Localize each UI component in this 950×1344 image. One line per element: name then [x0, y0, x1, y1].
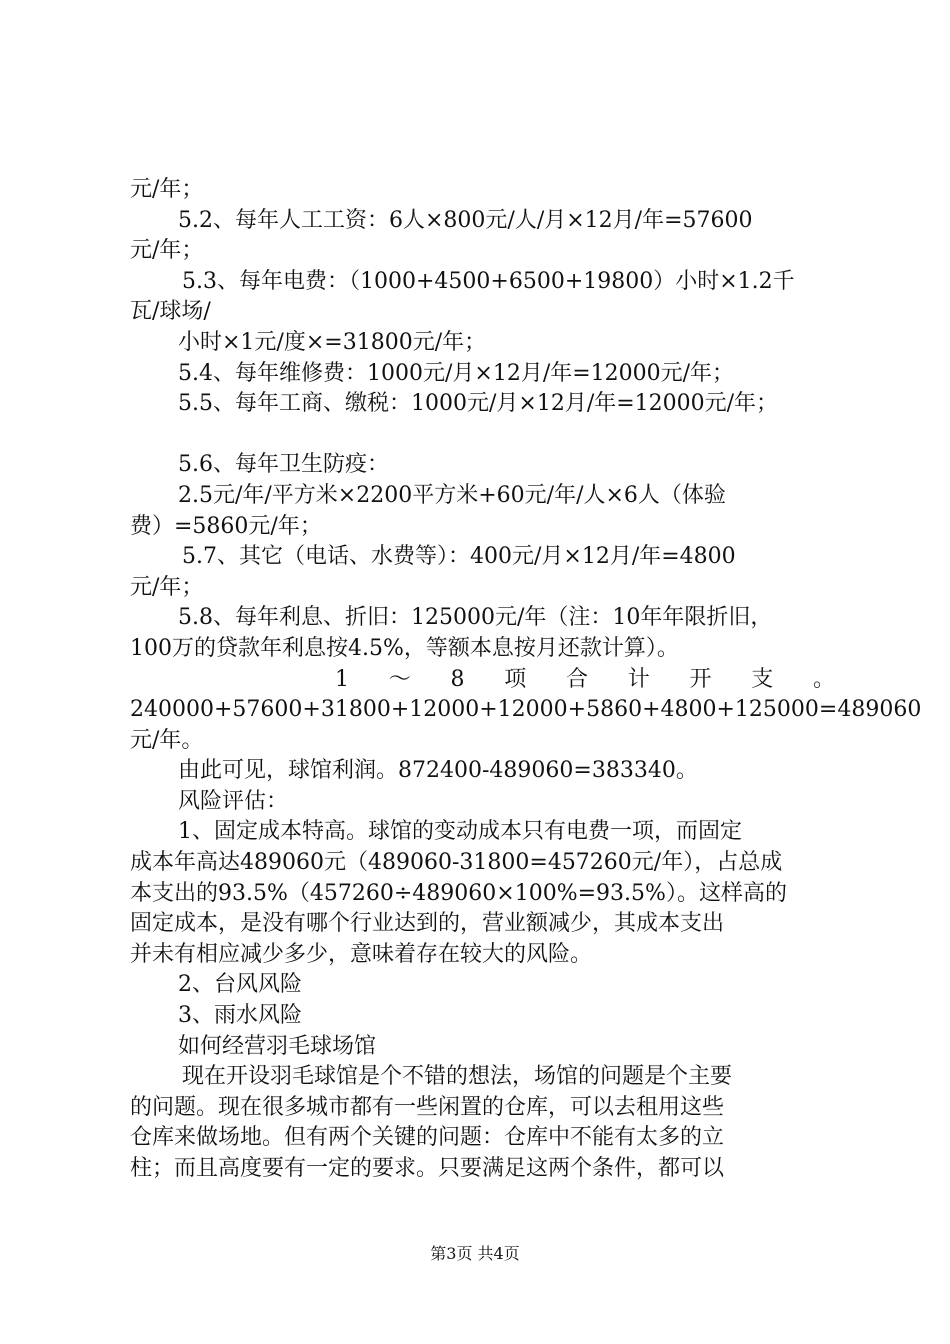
text-line: 元/年；: [130, 574, 204, 600]
text-line: 仓库来做场地。但有两个关键的问题：仓库中不能有太多的立: [130, 1125, 725, 1151]
text-line: 的问题。现在很多城市都有一些闲置的仓库，可以去租用这些: [130, 1094, 725, 1120]
text-line: 元/年；: [130, 177, 204, 202]
text-line: 5.3、每年电费：（1000+4500+6500+19800）小时×1.2千: [182, 268, 795, 294]
text-line: 2.5元/年/平方米×2200平方米+60元/年/人×6人（体验: [178, 482, 726, 508]
text-line: 5.7、其它（电话、水费等）：400元/月×12月/年=4800: [182, 544, 736, 570]
text-line: 2、台风风险: [178, 972, 302, 998]
spread-char: 1: [335, 666, 349, 692]
text-line: 5.8、每年利息、折旧：125000元/年（注：10年年限折旧，: [178, 605, 773, 631]
text-line: 并未有相应减少多少，意味着存在较大的风险。: [130, 941, 593, 967]
document-body: [130, 175, 922, 1185]
text-line: 现在开设羽毛球馆是个不错的想法，场馆的问题是个主要: [182, 1064, 733, 1090]
spread-char: 合: [565, 666, 588, 692]
text-line: 元/年；: [130, 238, 204, 264]
text-line: 风险评估：: [178, 788, 289, 814]
text-line: 小时×1元/度×=31800元/年；: [178, 329, 487, 355]
text-line: 由此可见，球馆利润。872400-489060=383340。: [178, 758, 698, 784]
text-line: 元/年。: [130, 727, 204, 753]
text-line: 1、固定成本特高。球馆的变动成本只有电费一项，而固定: [178, 819, 742, 845]
text-line: 5.4、每年维修费：1000元/月×12月/年=12000元/年；: [178, 360, 735, 386]
spread-char: 计: [627, 666, 650, 692]
spread-char: 。: [812, 666, 835, 692]
text-line: 100万的贷款年利息按4.5%，等额本息按月还款计算）。: [130, 635, 679, 661]
justified-line: [130, 665, 835, 696]
text-line: 瓦/球场/: [130, 299, 211, 325]
spread-char: 8: [450, 666, 465, 692]
text-line: 5.2、每年人工工资：6人×800元/人/月×12月/年=57600: [178, 207, 753, 233]
text-line: 固定成本，是没有哪个行业达到的，营业额减少，其成本支出: [130, 911, 725, 937]
spread-char: 开: [689, 666, 712, 692]
text-line: 费）=5860元/年；: [130, 513, 322, 539]
spread-char: 项: [504, 666, 527, 692]
spread-char: 支: [751, 666, 774, 692]
text-line: 240000+57600+31800+12000+12000+5860+4800+125000=489060: [130, 697, 922, 723]
text-line: 柱；而且高度要有一定的要求。只要满足这两个条件，都可以: [130, 1156, 725, 1181]
text-line: 5.6、每年卫生防疫：: [178, 452, 389, 478]
text-line: 成本年高达489060元（489060-31800=457260元/年），占总成: [130, 850, 783, 876]
page-footer: 第3页 共4页: [430, 1244, 520, 1263]
text-line: 5.5、每年工商、缴税：1000元/月×12月/年=12000元/年；: [178, 391, 779, 417]
text-line: 本支出的93.5%（457260÷489060×100%=93.5%）。这样高的: [130, 880, 787, 906]
spread-char: ～: [388, 666, 411, 692]
section-heading: 如何经营羽毛球场馆: [178, 1033, 377, 1059]
text-line: 3、雨水风险: [178, 1003, 302, 1029]
blank-line: [130, 420, 835, 451]
